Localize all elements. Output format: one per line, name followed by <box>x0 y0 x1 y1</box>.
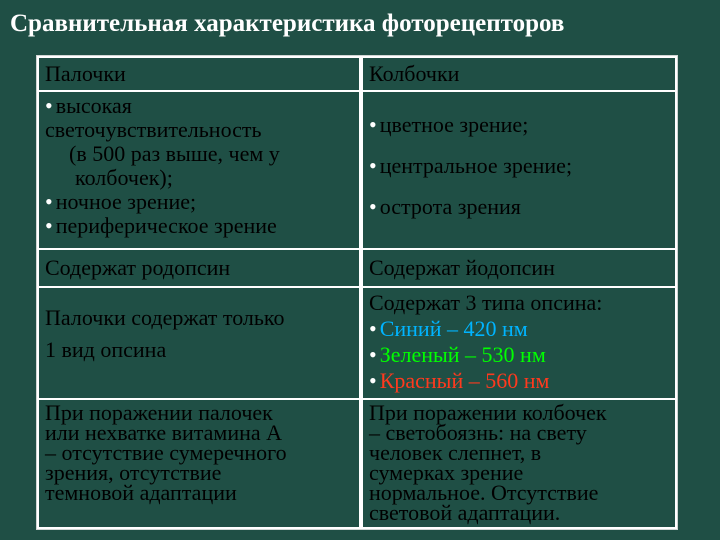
slide-title: Сравнительная характеристика фоторецепторов <box>10 10 565 37</box>
rods-functions-cell <box>39 92 359 248</box>
rods-damage-cell <box>39 400 359 527</box>
header-cones-cell <box>363 58 675 90</box>
rods-damage-line: или нехватке витамина А <box>45 420 283 445</box>
rods-opsin-cell <box>39 288 359 398</box>
bullet-icon: • <box>369 342 377 367</box>
bullet-icon: • <box>369 194 377 219</box>
rods-opsin-line: 1 вид опсина <box>45 337 167 362</box>
rods-function-line: • периферическое зрение <box>45 213 277 238</box>
rods-function-line: колбочек); <box>75 165 173 190</box>
rods-damage-line: темновой адаптации <box>45 480 237 505</box>
cones-function-line: • цветное зрение; <box>369 112 529 137</box>
bullet-icon: • <box>369 368 377 393</box>
cones-damage-line: человек слепнет, в <box>369 440 542 465</box>
cones-damage-cell <box>363 400 675 527</box>
rods-function-line: • высокая <box>45 93 132 118</box>
header-rods-cell <box>39 58 359 90</box>
rods-function-line: (в 500 раз выше, чем у <box>69 141 280 166</box>
rods-pigment: Содержат родопсин <box>45 255 231 280</box>
rods-function-line: • ночное зрение; <box>45 189 197 214</box>
rods-damage-line: При поражении палочек <box>45 400 273 425</box>
bullet-icon: • <box>369 316 377 341</box>
bullet-icon: • <box>45 189 53 214</box>
rods-function-line: светочувствительность <box>45 117 262 142</box>
cones-damage-line: сумерках зрение <box>369 460 524 485</box>
cones-opsin-cell <box>363 288 675 398</box>
cones-pigment-cell <box>363 250 675 286</box>
bullet-icon: • <box>45 93 53 118</box>
cones-damage-line: При поражении колбочек <box>369 400 607 425</box>
cones-damage-line: световой адаптации. <box>369 500 561 525</box>
opsin-red: • Красный – 560 нм <box>369 368 550 393</box>
bullet-icon: • <box>369 153 377 178</box>
cones-damage-line: нормальное. Отсутствие <box>369 480 599 505</box>
cones-damage-line: – светобоязнь: на свету <box>369 420 587 445</box>
opsin-blue: • Синий – 420 нм <box>369 316 528 341</box>
bullet-icon: • <box>369 112 377 137</box>
rods-opsin-line: Палочки содержат только <box>45 305 285 330</box>
header-cones: Колбочки <box>369 61 460 86</box>
cones-function-line: • центральное зрение; <box>369 153 573 178</box>
cones-function-line: • острота зрения <box>369 194 521 219</box>
header-rods: Палочки <box>45 61 126 86</box>
cones-functions-cell <box>363 92 675 248</box>
opsin-green: • Зеленый – 530 нм <box>369 342 546 367</box>
rods-damage-line: зрения, отсутствие <box>45 460 222 485</box>
cones-pigment: Содержат йодопсин <box>369 255 555 280</box>
bullet-icon: • <box>45 213 53 238</box>
cones-opsin-intro: Содержат 3 типа опсина: <box>369 290 603 315</box>
rods-pigment-cell <box>39 250 359 286</box>
rods-damage-line: – отсутствие сумеречного <box>45 440 287 465</box>
comparison-table <box>36 55 678 530</box>
